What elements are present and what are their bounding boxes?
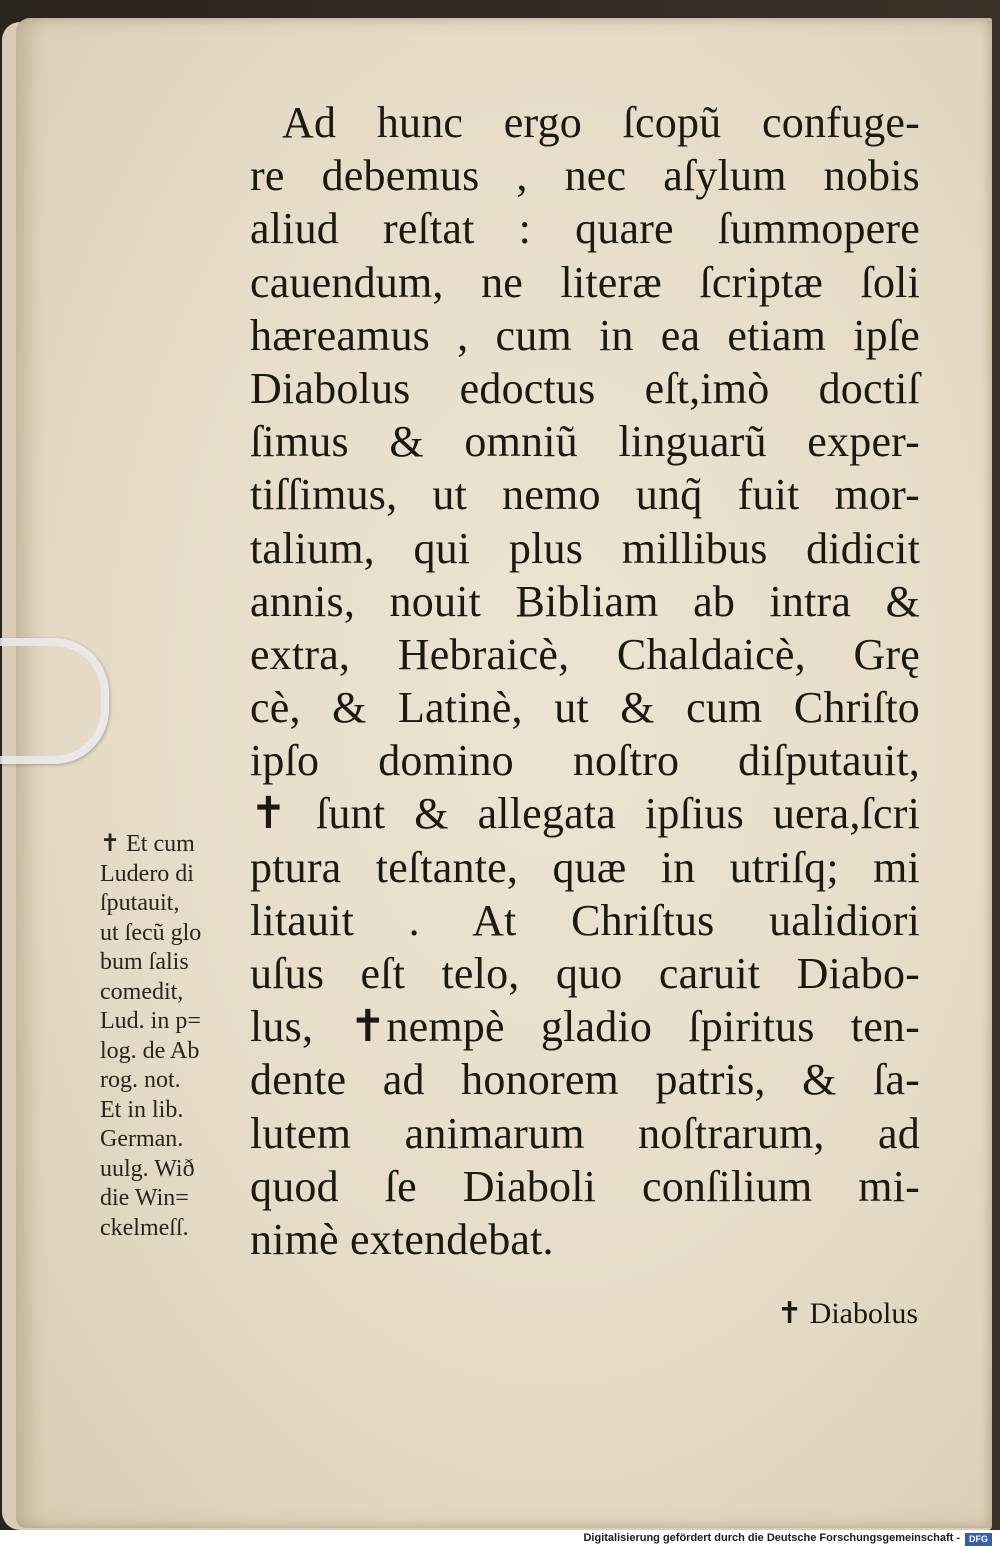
text-line: annis, nouit Bibliam ab intra & <box>250 576 920 626</box>
text-line: talium, qui plus millibus didicit <box>250 523 920 573</box>
text-line: lus, ✝nempè gladio ſpiritus ten- <box>250 1002 920 1052</box>
text-line: ✝ ſunt & allegata ipſius uera,ſcri <box>250 789 920 839</box>
text-line: hæreamus , cum in ea etiam ipſe <box>250 310 920 360</box>
text-line: tiſſimus, ut nemo unq̃ fuit mor- <box>250 470 920 520</box>
marginal-line: comedit, <box>100 978 184 1005</box>
marginal-line: die Win= <box>100 1185 189 1211</box>
marginal-line: Ludero di <box>100 860 194 887</box>
funding-credit: Digitalisierung gefördert durch die Deutsche Forschungsgemeinschaft - <box>583 1532 960 1544</box>
paper-clip <box>0 638 109 764</box>
text-line: re debemus , nec aſylum nobis <box>250 151 920 201</box>
text-line: nimè extendebat. <box>250 1214 554 1264</box>
marginal-line: ſputauit, <box>100 890 180 916</box>
marginal-line: ✝ Et cum <box>100 831 195 857</box>
text-line: ptura teſtante, quæ in utriſq; mi <box>250 842 920 892</box>
text-line: dente ad honorem patris, & ſa- <box>250 1055 920 1105</box>
marginal-line: ckelmeſſ. <box>100 1214 189 1241</box>
marginal-line: bum ſalis <box>100 949 189 975</box>
marginal-line: Et in lib. <box>100 1096 184 1123</box>
main-text-block <box>250 96 920 1266</box>
marginal-line: rog. not. <box>100 1067 181 1093</box>
catchword: ✝ Diabolus <box>777 1297 918 1330</box>
text-line: cauendum, ne literæ ſcriptæ ſoli <box>250 257 920 307</box>
text-line: ſimus & omniũ linguarũ exper- <box>250 417 920 467</box>
text-line: Diabolus edoctus eſt,imò doctiſ <box>250 363 920 413</box>
marginal-line: log. de Ab <box>100 1037 200 1064</box>
text-line: Ad hunc ergo ſcopũ confuge- <box>282 98 920 147</box>
marginal-line: Lud. in p= <box>100 1008 201 1034</box>
text-line: uſus eſt telo, quo caruit Diabo- <box>250 949 920 998</box>
marginal-note <box>100 830 252 1243</box>
dfg-logo: DFG <box>965 1533 992 1546</box>
text-line: aliud reſtat : quare ſummopere <box>250 204 920 254</box>
marginal-line: uulg. Wið <box>100 1155 195 1182</box>
marginal-line: German. <box>100 1126 184 1152</box>
footer-bar <box>0 1530 1000 1549</box>
text-line: litauit . At Chriſtus ualidiori <box>250 895 920 945</box>
text-line: ipſo domino noſtro diſputauit, <box>250 736 920 786</box>
text-line: cè, & Latinè, ut & cum Chriſto <box>250 683 920 733</box>
marginal-line: ut ſecũ glo <box>100 919 202 946</box>
text-line: quod ſe Diaboli conſilium mi- <box>250 1161 920 1211</box>
text-line: lutem animarum noſtrarum, ad <box>250 1108 920 1158</box>
text-line: extra, Hebraicè, Chaldaicè, Grę <box>250 629 920 679</box>
